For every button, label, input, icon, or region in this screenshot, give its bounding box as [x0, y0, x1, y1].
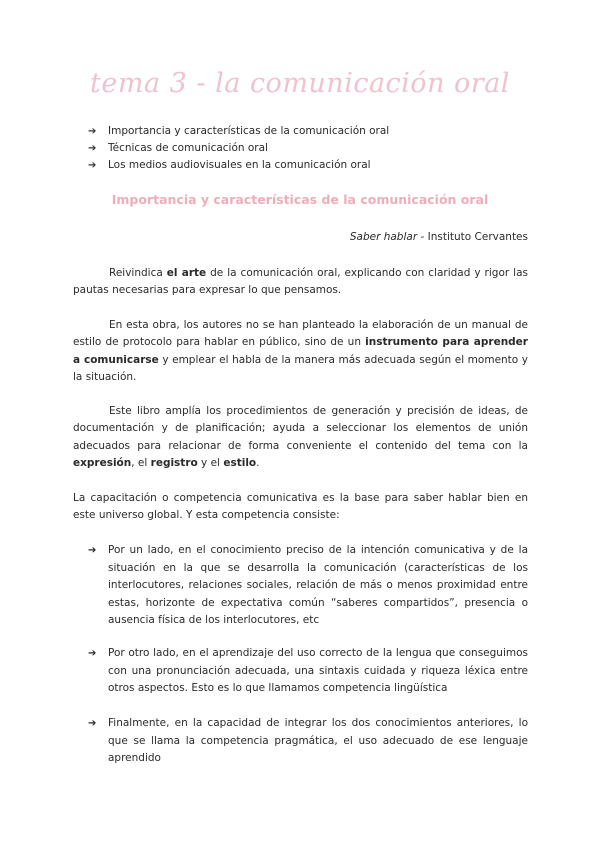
attribution-separator: - [417, 231, 428, 243]
text-run: Este libro amplía los procedimientos de generación y precisión de ideas, de documentación y de planificación; ayuda a seleccionar los elementos de unión adecuados para relacionar de forma conveniente el contenido del tema con la [73, 405, 528, 452]
paragraph-obra [73, 317, 528, 387]
section-heading: Importancia y características de la comunicación oral [111, 192, 489, 207]
text-run: de la comunicación oral, explicando con claridad y rigor las pautas necesarias para expresar lo que pensamos. [73, 267, 528, 297]
bold-text: expresión [73, 457, 132, 470]
toc-item-label: Importancia y características de la comunicación oral [108, 125, 390, 137]
page-title: tema 3 - la comunicación oral [90, 68, 510, 99]
book-author: Instituto Cervantes [427, 231, 528, 243]
bold-text: el arte [166, 267, 207, 279]
list-item [88, 715, 528, 768]
list-item [88, 542, 528, 630]
toc-item [88, 123, 389, 140]
toc-item [88, 140, 389, 157]
text-run: . [256, 457, 260, 470]
text-run: y emplear el habla de la manera más adecuada según el momento y la situación. [73, 353, 528, 384]
text-run: y el [197, 457, 224, 470]
paragraph-arte [73, 265, 528, 300]
attribution [350, 231, 528, 243]
arrow-icon: ➔ [88, 126, 97, 137]
arrow-icon: ➔ [88, 545, 97, 556]
text-run: , el [131, 457, 151, 470]
paragraph-capacitacion: La capacitación o competencia comunicativa es la base para saber hablar bien en este universo global. Y esta competencia consiste: [73, 492, 528, 522]
toc-item-label: Los medios audiovisuales en la comunicación oral [108, 159, 371, 172]
list-item-text: Finalmente, en la capacidad de integrar los dos conocimientos anteriores, lo que se llama la competencia pragmática, el uso adecuado de ese lenguaje aprendido [108, 717, 528, 765]
text-run: En esta obra, los autores no se han planteado la elaboración de un manual de estilo de protocolo para hablar en público, sino de un [73, 319, 528, 349]
arrow-icon: ➔ [88, 160, 97, 172]
bold-text: estilo [223, 457, 257, 470]
arrow-icon: ➔ [88, 718, 97, 729]
paragraph-libro [73, 403, 528, 473]
bold-text: instrumento para aprender a comunicarse [73, 336, 528, 366]
arrow-icon: ➔ [88, 648, 97, 659]
list-item-text: Por otro lado, en el aprendizaje del uso correcto de la lengua que conseguimos con una pronunciación adecuada, una sintaxis cuidada y riqueza léxica entre otros aspectos. Esto es lo que llamamos competencia lingüística [108, 647, 528, 695]
table-of-contents [88, 123, 389, 175]
toc-item [88, 157, 389, 174]
text-run: Reivindica [109, 267, 167, 279]
bold-text: registro [150, 457, 198, 470]
arrow-icon: ➔ [88, 143, 97, 155]
toc-item-label: Técnicas de comunicación oral [108, 142, 268, 155]
list-item-text: Por un lado, en el conocimiento preciso de la intención comunicativa y de la situación en la que se desarrolla la comunicación (características de los interlocutores, relaciones sociales, relación de más o menos proximidad entre estas, horizonte de expectativa común “saberes compartidos”, presencia o ausencia física de los interlocutores, etc [108, 544, 528, 627]
list-item [88, 645, 528, 698]
book-title: Saber hablar [349, 231, 418, 243]
